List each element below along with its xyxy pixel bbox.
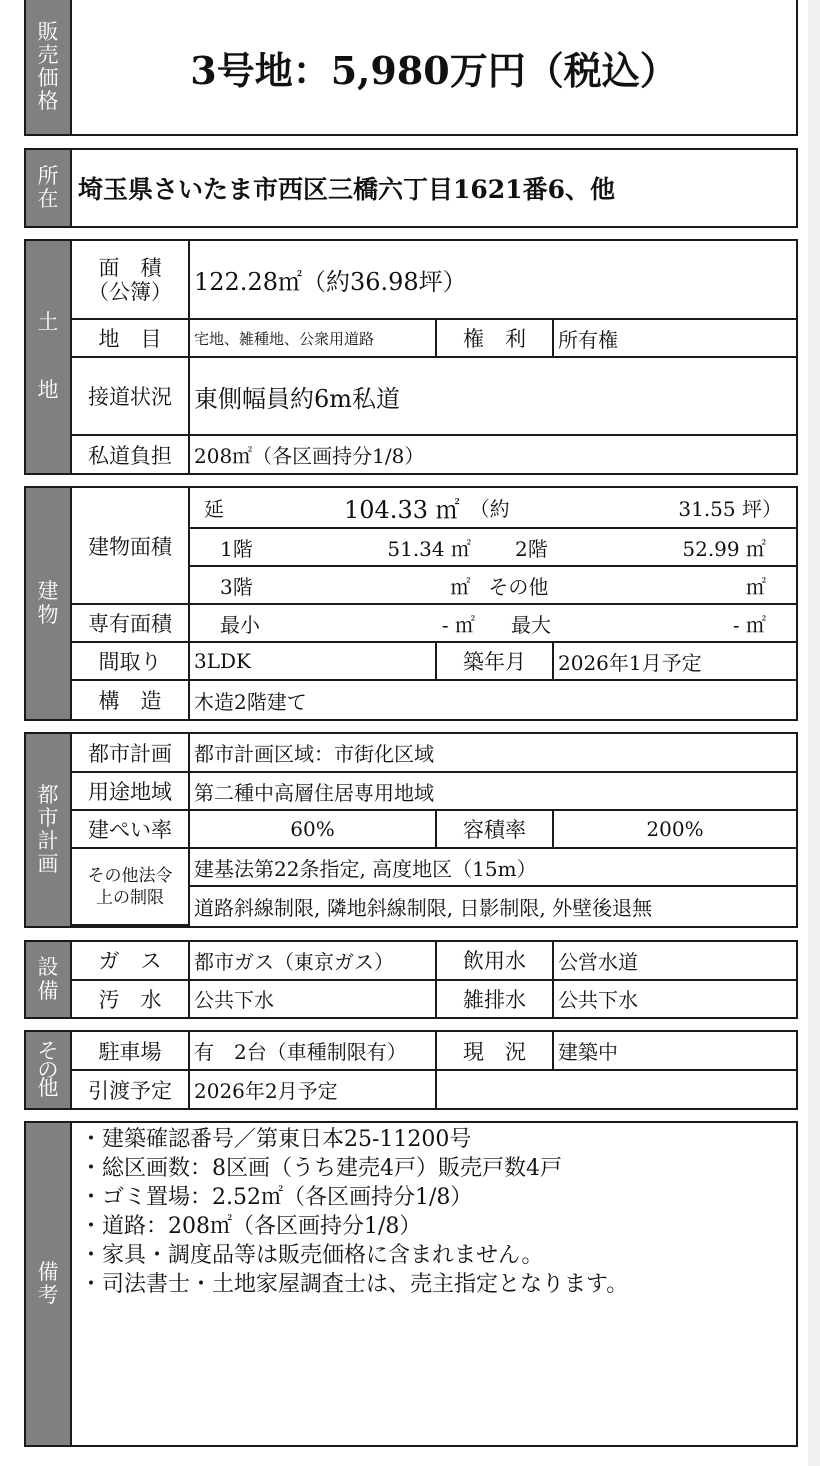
rights-label: 権 利	[436, 319, 553, 357]
remark-item: ・道路：208㎡（各区画持分1/8）	[80, 1214, 422, 1239]
remark-item: ・家具・調度品等は販売価格に含まれません。	[80, 1243, 544, 1268]
other-restrictions-value-2: 道路斜線制限, 隣地斜線制限, 日影制限, 外壁後退無	[189, 886, 796, 925]
other-table	[72, 1032, 796, 1108]
other-restrictions-label-line1: その他法令	[87, 865, 173, 886]
built-value: 2026年1月予定	[553, 642, 796, 680]
remarks-list	[72, 1123, 796, 1445]
chimoku-label: 地 目	[72, 319, 189, 357]
city-planning-side-label	[26, 734, 72, 926]
sewage-value: 公共下水	[189, 980, 436, 1018]
structure-label: 構 造	[72, 680, 189, 719]
status-label: 現 況	[436, 1032, 553, 1070]
location-section	[24, 148, 798, 228]
road-value: 東側幅員約6m私道	[189, 357, 796, 435]
private-road-value: 208㎡（各区画持分1/8）	[189, 435, 796, 473]
status-value: 建築中	[553, 1032, 796, 1070]
area-value: 122.28㎡（約36.98坪）	[189, 241, 796, 319]
coverage-label: 建ぺい率	[72, 810, 189, 848]
sewage-label: 汚 水	[72, 980, 189, 1018]
drain-value: 公共下水	[553, 980, 796, 1018]
remarks-side-label	[26, 1123, 72, 1445]
side-char: 販	[37, 19, 59, 44]
f1-value: 51.34 ㎡	[387, 536, 471, 561]
floor-area-label: 建物面積	[72, 488, 189, 604]
city-planning-table	[72, 734, 796, 926]
f3-label: 3階	[220, 574, 253, 599]
land-table	[72, 241, 796, 473]
side-char: 備	[37, 1259, 59, 1284]
side-char: 他	[37, 1076, 59, 1101]
other-section	[24, 1030, 798, 1110]
gas-value: 都市ガス（東京ガス）	[189, 942, 436, 980]
total-tsubo: 31.55 坪）	[678, 497, 782, 521]
far-value: 200%	[553, 810, 796, 848]
rights-value: 所有権	[553, 319, 796, 357]
facilities-table	[72, 942, 796, 1017]
building-table	[72, 488, 796, 719]
price-text: 3号地：5,980万円（税込）	[190, 47, 678, 93]
min-value: - ㎡	[441, 612, 475, 637]
facilities-side-label	[26, 942, 72, 1017]
approx-label: （約	[469, 497, 510, 521]
side-char: 物	[37, 602, 59, 627]
f3-value: ㎡	[450, 574, 471, 599]
area-label-line1: 面 積	[98, 255, 162, 280]
side-char: 計	[37, 829, 59, 853]
facilities-section	[24, 940, 798, 1019]
road-label: 接道状況	[72, 357, 189, 435]
far-label: 容積率	[436, 810, 553, 848]
delivery-label: 引渡予定	[72, 1070, 189, 1108]
f1-label: 1階	[220, 536, 253, 561]
building-side-label	[26, 488, 72, 719]
other-restrictions-label-line2: 上の制限	[96, 887, 164, 908]
side-char: 備	[37, 978, 59, 1003]
delivery-value: 2026年2月予定	[189, 1070, 436, 1108]
side-char: 売	[37, 42, 59, 67]
plan-label: 都市計画	[72, 734, 189, 772]
remark-item: ・ゴミ置場：2.52㎡（各区画持分1/8）	[80, 1185, 473, 1210]
building-section	[24, 486, 798, 721]
exclusive-row	[189, 604, 796, 642]
side-char: 価	[37, 66, 59, 90]
zone-label: 用途地域	[72, 772, 189, 810]
total-m2: 104.33 ㎡	[344, 496, 460, 524]
side-char: 市	[37, 805, 59, 830]
side-char: 画	[37, 852, 59, 877]
drain-label: 雑排水	[436, 980, 553, 1018]
min-label: 最小	[220, 612, 260, 637]
chimoku-value: 宅地、雑種地、公衆用道路	[189, 319, 436, 357]
floor3-row	[189, 566, 796, 604]
side-char: 設	[37, 955, 59, 980]
structure-value: 木造2階建て	[189, 680, 796, 719]
side-char: 都	[37, 782, 59, 807]
address-text: 埼玉県さいたま市西区三橋六丁目1621番6、他	[78, 175, 615, 204]
parking-value: 有 2台（車種制限有）	[189, 1032, 436, 1070]
scrollbar[interactable]	[808, 0, 820, 1466]
location-side-label	[26, 150, 72, 226]
side-char: の	[37, 1057, 59, 1082]
plan-value: 都市計画区域：市街化区域	[189, 734, 796, 772]
water-label: 飲用水	[436, 942, 553, 980]
layout-value: 3LDK	[189, 642, 436, 680]
side-char: 地	[37, 378, 59, 403]
total-label: 延	[204, 497, 224, 521]
coverage-value: 60%	[189, 810, 436, 848]
f2-value: 52.99 ㎡	[682, 536, 766, 561]
remark-item: ・司法書士・土地家屋調査士は、売主指定となります。	[80, 1272, 629, 1297]
other-floor-value: ㎡	[745, 574, 766, 599]
side-char: 所	[37, 163, 59, 188]
blank-cell	[436, 1070, 796, 1108]
floor12-row	[189, 528, 796, 566]
land-side-label	[26, 241, 72, 473]
other-side-label	[26, 1032, 72, 1108]
city-planning-section	[24, 732, 798, 928]
side-char: 建	[37, 579, 59, 604]
total-area-row	[189, 488, 796, 528]
side-char: 土	[37, 310, 59, 335]
land-section	[24, 239, 798, 475]
price-side-label	[26, 0, 72, 134]
remark-item: ・総区画数：8区画（うち建売4戸）販売戸数4戸	[80, 1156, 562, 1181]
side-char: 考	[37, 1283, 59, 1307]
remark-item: ・建築確認番号／第東日本25-11200号	[80, 1127, 472, 1152]
remarks-section	[24, 1121, 798, 1447]
parking-label: 駐車場	[72, 1032, 189, 1070]
max-value: - ㎡	[732, 612, 766, 637]
private-road-label: 私道負担	[72, 435, 189, 473]
side-char: そ	[37, 1038, 59, 1063]
side-char: 格	[37, 89, 59, 114]
other-floor-label: その他	[488, 574, 549, 599]
area-label	[72, 241, 189, 319]
built-label: 築年月	[436, 642, 553, 680]
zone-value: 第二種中高層住居専用地域	[189, 772, 796, 810]
max-label: 最大	[511, 612, 551, 637]
exclusive-label: 専有面積	[72, 604, 189, 642]
f2-label: 2階	[515, 536, 548, 561]
gas-label: ガ ス	[72, 942, 189, 980]
other-restrictions-value-1: 建基法第22条指定, 高度地区（15m）	[189, 848, 796, 886]
side-char: 在	[37, 187, 59, 211]
area-label-line2: （公簿）	[88, 279, 172, 304]
price-section	[24, 0, 798, 136]
layout-label: 間取り	[72, 642, 189, 680]
other-restrictions-label	[72, 848, 189, 925]
water-value: 公営水道	[553, 942, 796, 980]
